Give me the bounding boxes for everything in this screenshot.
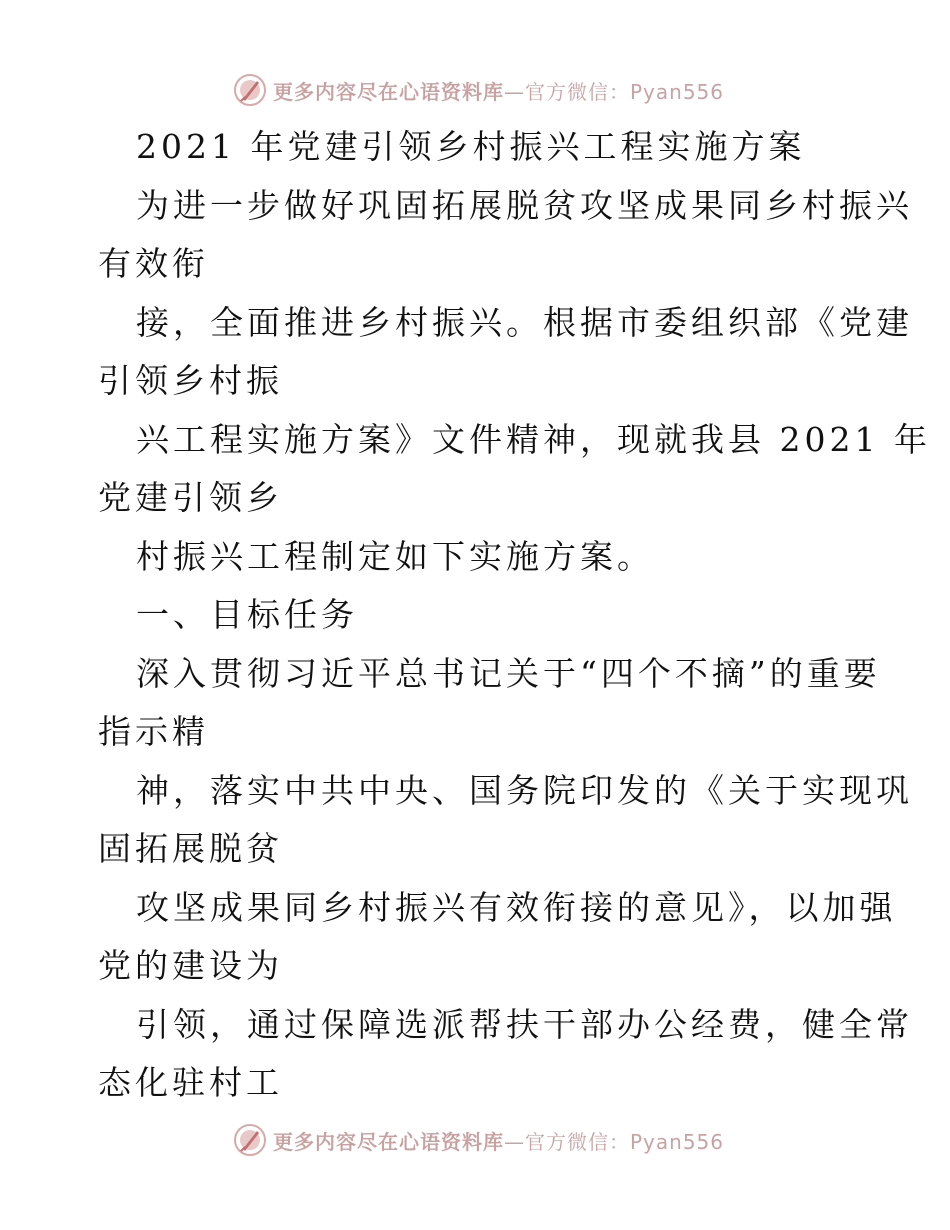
text-line: 攻坚成果同乡村振兴有效衔接的意见》，以加强 <box>136 887 897 927</box>
text-line: 有效衔 <box>98 244 209 283</box>
text-line: 引领乡村振 <box>98 361 283 400</box>
quill-logo-icon <box>233 73 267 107</box>
text-line: 引领，通过保障选派帮扶干部办公经费，健全常 <box>136 1004 913 1044</box>
watermark-plain-text: —官方微信：Pyan556 <box>504 79 725 104</box>
text-line: 党的建设为 <box>98 946 283 985</box>
watermark-text <box>273 76 724 105</box>
text-line: 接，全面推进乡村振兴。根据市委组织部《党建 <box>136 302 913 342</box>
section-heading: 一、目标任务 <box>136 595 358 634</box>
header-watermark <box>233 72 724 108</box>
text-line: 固拓展脱贫 <box>98 829 283 868</box>
text-line: 党建引领乡 <box>98 478 283 517</box>
watermark-bold-text: 更多内容尽在心语资料库 <box>273 1129 504 1154</box>
text-line: 指示精 <box>98 712 209 751</box>
watermark-text <box>273 1126 724 1155</box>
text-line: 兴工程实施方案》文件精神，现就我县 2021 年 <box>136 419 931 459</box>
text-line: 村振兴工程制定如下实施方案。 <box>136 536 654 576</box>
quill-logo-icon <box>233 1123 267 1157</box>
document-title: 2021 年党建引领乡村振兴工程实施方案 <box>136 127 806 166</box>
text-line: 深入贯彻习近平总书记关于“四个不摘”的重要 <box>136 653 881 693</box>
watermark-plain-text: —官方微信：Pyan556 <box>504 1129 725 1154</box>
text-line: 态化驻村工 <box>98 1063 283 1102</box>
text-line: 神，落实中共中央、国务院印发的《关于实现巩 <box>136 770 913 810</box>
watermark-bold-text: 更多内容尽在心语资料库 <box>273 79 504 104</box>
footer-watermark <box>233 1122 724 1158</box>
document-body <box>98 118 931 1113</box>
text-line: 为进一步做好巩固拓展脱贫攻坚成果同乡村振兴 <box>136 185 913 225</box>
